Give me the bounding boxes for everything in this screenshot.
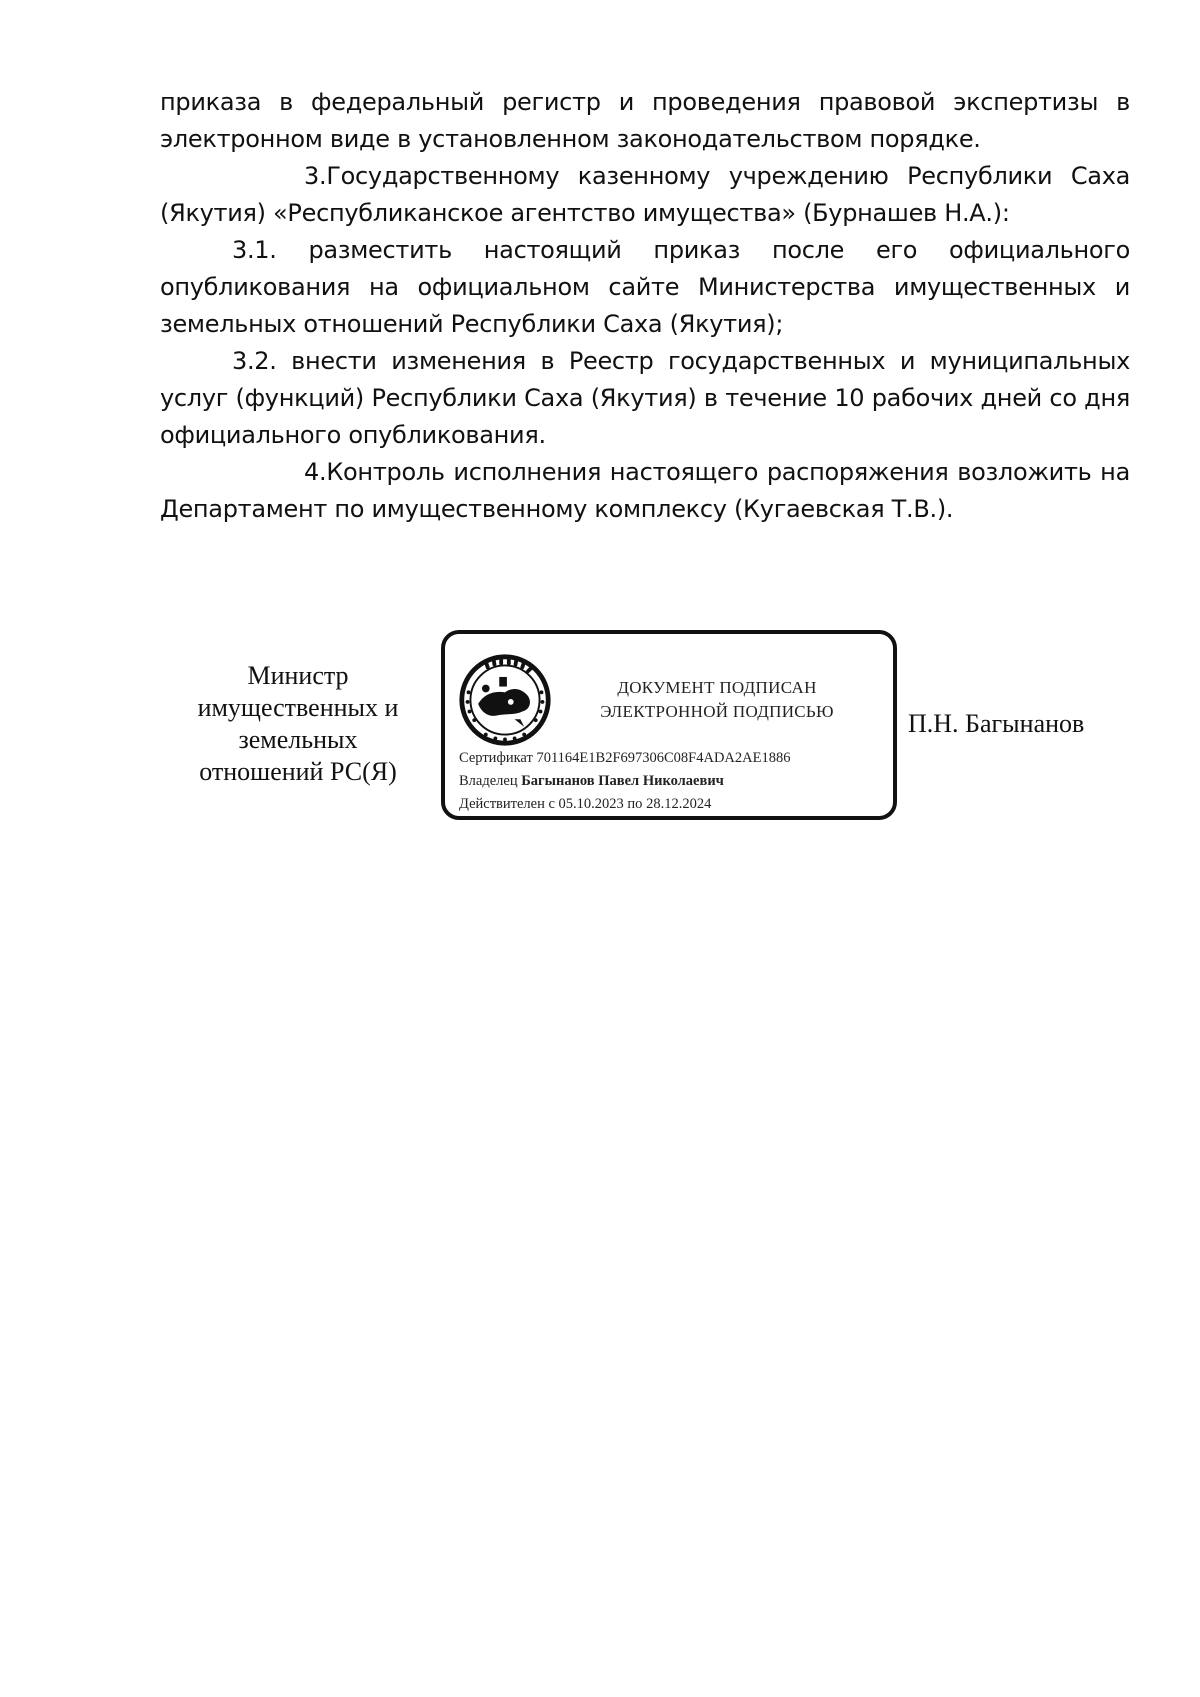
paragraph-3-2 <box>160 343 1130 454</box>
stamp-validity-line <box>459 793 889 816</box>
paragraph-text: 3.2. внести изменения в Реестр государственных и муниципальных услуг (функций) Республики Саха (Якутия) в течение 10 рабочих дней со дня официального опубликования. <box>160 347 1130 449</box>
owner-value: Багынанов Павел Николаевич <box>521 773 724 789</box>
electronic-signature-stamp <box>441 630 897 820</box>
validity-to-prefix: по <box>627 796 643 812</box>
signatory-position <box>168 660 428 788</box>
paragraph-continuation <box>160 84 1130 158</box>
validity-from-prefix: с <box>548 796 555 812</box>
position-line: земельных <box>238 725 358 754</box>
certificate-label: Сертификат <box>459 750 533 766</box>
paragraph-number: 4. <box>304 458 327 486</box>
validity-from-date: 05.10.2023 <box>558 796 624 812</box>
paragraph-text: 3.1. разместить настоящий приказ после его официального опубликования на официальном сайте Министерства имущественных и земельных отношений Республики Саха (Якутия); <box>160 236 1130 338</box>
position-line: имущественных и <box>197 693 399 722</box>
position-line: отношений РС(Я) <box>199 757 397 786</box>
stamp-heading <box>557 676 877 724</box>
signatory-name: П.Н. Багынанов <box>908 709 1085 738</box>
stamp-owner-line <box>459 770 889 793</box>
owner-label: Владелец <box>459 773 518 789</box>
validity-label: Действителен <box>459 796 545 812</box>
validity-to-date: 28.12.2024 <box>646 796 712 812</box>
certificate-value: 701164E1B2F697306C08F4ADA2AE1886 <box>536 750 791 766</box>
stamp-details <box>459 747 889 816</box>
stamp-heading-line: ЭЛЕКТРОННОЙ ПОДПИСЬЮ <box>600 702 834 721</box>
stamp-certificate-line <box>459 747 889 770</box>
paragraph-text: приказа в федеральный регистр и проведения правовой экспертизы в электронном виде в установленном законодательством порядке. <box>160 88 1130 153</box>
paragraph-4 <box>160 454 1130 528</box>
document-body <box>160 84 1130 528</box>
stamp-heading-line: ДОКУМЕНТ ПОДПИСАН <box>617 678 817 697</box>
paragraph-3-1 <box>160 232 1130 343</box>
paragraph-3 <box>160 158 1130 232</box>
paragraph-text: Контроль исполнения настоящего распоряжения возложить на Департамент по имущественному комплексу (Кугаевская Т.В.). <box>160 458 1130 523</box>
paragraph-number: 3. <box>304 162 327 190</box>
paragraph-text: Государственному казенному учреждению Республики Саха (Якутия) «Республиканское агентство имущества» (Бурнашев Н.А.): <box>160 162 1130 227</box>
republic-emblem-icon <box>457 652 553 748</box>
position-line: Министр <box>247 661 349 690</box>
